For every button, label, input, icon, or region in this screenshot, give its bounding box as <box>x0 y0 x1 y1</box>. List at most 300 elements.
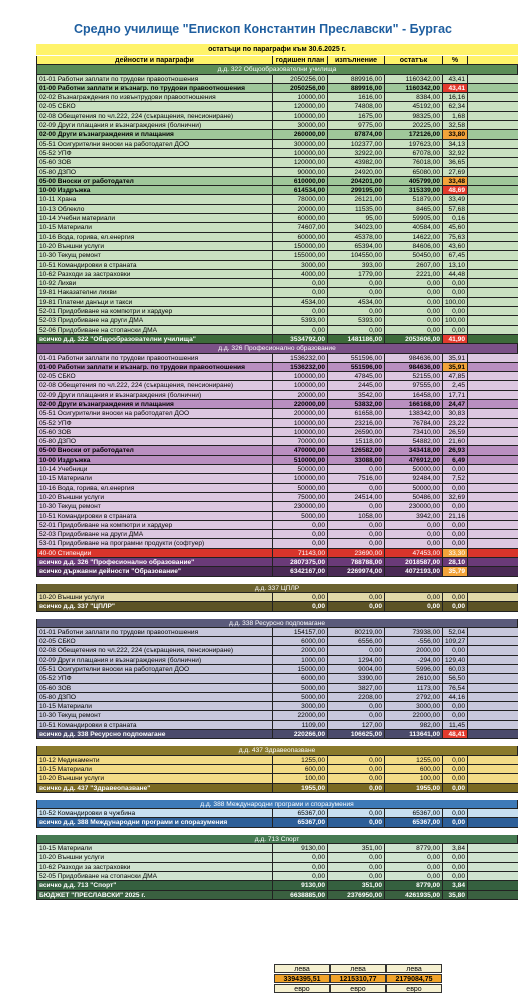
pct-value: 0,00 <box>442 593 468 601</box>
table-row <box>36 512 518 521</box>
rest-value: 982,00 <box>384 721 442 729</box>
plan-value: 90000,00 <box>272 168 327 176</box>
row-label: 10-14 Учебни материали <box>36 214 272 222</box>
exec-value: 1616,00 <box>327 93 384 101</box>
pct-value: 47,85 <box>442 372 468 380</box>
row-label: 01-01 Работни заплати по трудови правоотношения <box>36 354 272 362</box>
pct-value: 34,13 <box>442 140 468 148</box>
pct-value: 2,45 <box>442 381 468 389</box>
plan-value: 100000,00 <box>272 428 327 436</box>
section-title: д.д. 326 Професионално образование <box>36 344 518 353</box>
plan-value: 22000,00 <box>272 711 327 719</box>
rest-value: 0,00 <box>384 279 442 287</box>
exec-value: 74808,00 <box>327 102 384 110</box>
rest-value: 50486,00 <box>384 493 442 501</box>
table-row <box>36 674 518 683</box>
table-row <box>36 363 518 372</box>
table-row <box>36 702 518 711</box>
exec-value: 0,00 <box>327 702 384 710</box>
table-row <box>36 474 518 483</box>
rest-value: 92484,00 <box>384 474 442 482</box>
table-row <box>36 75 518 84</box>
pct-value: 67,45 <box>442 251 468 259</box>
table-row <box>36 844 518 853</box>
rest-value: 2610,00 <box>384 674 442 682</box>
exec-value: 126582,00 <box>327 446 384 454</box>
plan-value: 120000,00 <box>272 158 327 166</box>
rest-value: 2018587,00 <box>384 558 442 566</box>
pct-value: 0,00 <box>442 818 468 826</box>
rest-value: 0,00 <box>384 872 442 880</box>
pct-value: 0,00 <box>442 646 468 654</box>
row-label: 52-06 Придобиване на стопански ДМА <box>36 326 272 334</box>
row-label: 02-05 СБКО <box>36 102 272 110</box>
rest-value: 1955,00 <box>384 784 442 792</box>
rest-value: 0,00 <box>384 316 442 324</box>
exec-value: 0,00 <box>327 593 384 601</box>
footer-value: 1215310,77 <box>330 974 386 983</box>
plan-value: 6000,00 <box>272 637 327 645</box>
pct-value: 35,80 <box>442 891 468 899</box>
rest-value: 54882,00 <box>384 437 442 445</box>
rest-value: 76018,00 <box>384 158 442 166</box>
pct-value: 35,79 <box>442 567 468 575</box>
table-row <box>36 354 518 363</box>
pct-value: 13,10 <box>442 261 468 269</box>
plan-value: 0,00 <box>272 326 327 334</box>
plan-value: 260000,00 <box>272 130 327 138</box>
exec-value: 23216,00 <box>327 419 384 427</box>
header-pct: % <box>442 56 468 64</box>
exec-value: 24514,00 <box>327 493 384 501</box>
pct-value: 0,00 <box>442 484 468 492</box>
table-row <box>36 567 518 576</box>
rest-value: 113641,00 <box>384 730 442 738</box>
table-row <box>36 530 518 539</box>
exec-value: 9775,00 <box>327 121 384 129</box>
pct-value: 0,00 <box>442 711 468 719</box>
exec-value: 7516,00 <box>327 474 384 482</box>
exec-value: 0,00 <box>327 774 384 782</box>
row-label: 10-16 Вода, горива, ел.енергия <box>36 233 272 241</box>
table-row <box>36 335 518 344</box>
exec-value: 0,00 <box>327 465 384 473</box>
pct-value: 33,30 <box>442 549 468 557</box>
pct-value: 43,60 <box>442 242 468 250</box>
plan-value: 1536232,00 <box>272 354 327 362</box>
plan-value: 220000,00 <box>272 400 327 408</box>
row-label: 02-05 СБКО <box>36 372 272 380</box>
exec-value: 47845,00 <box>327 372 384 380</box>
rest-value: 405799,00 <box>384 177 442 185</box>
pct-value: 0,00 <box>442 502 468 510</box>
row-label: 10-15 Материали <box>36 702 272 710</box>
row-label: 10-12 Медикаменти <box>36 756 272 764</box>
table-row <box>36 419 518 428</box>
plan-value: 1109,00 <box>272 721 327 729</box>
rest-value: 8465,00 <box>384 205 442 213</box>
plan-value: 1955,00 <box>272 784 327 792</box>
rest-value: 73410,00 <box>384 428 442 436</box>
row-label: 19-81 Наказателни лихви <box>36 288 272 296</box>
table-row <box>36 593 518 602</box>
rest-value: 50000,00 <box>384 465 442 473</box>
rest-value: 315339,00 <box>384 186 442 194</box>
pct-value: 45,60 <box>442 223 468 231</box>
exec-value: 33088,00 <box>327 456 384 464</box>
exec-value: 551596,00 <box>327 363 384 371</box>
footer-label: лева <box>330 964 386 973</box>
plan-value: 0,00 <box>272 279 327 287</box>
plan-value: 6000,00 <box>272 674 327 682</box>
footer-currency-top <box>274 964 444 973</box>
table-row <box>36 428 518 437</box>
rest-value: 0,00 <box>384 593 442 601</box>
pct-value: 24,47 <box>442 400 468 408</box>
footer-values <box>274 974 444 983</box>
row-label: 01-00 Работни заплати и възнагр. по трудови правоотношения <box>36 363 272 371</box>
plan-value: 5000,00 <box>272 684 327 692</box>
rest-value: 0,00 <box>384 298 442 306</box>
table-row <box>36 539 518 548</box>
pct-value: 36,65 <box>442 158 468 166</box>
rest-value: 65080,00 <box>384 168 442 176</box>
row-label: 10-13 Облекло <box>36 205 272 213</box>
rest-value: 97555,00 <box>384 381 442 389</box>
plan-value: 71143,00 <box>272 549 327 557</box>
table-row <box>36 863 518 872</box>
table-row <box>36 140 518 149</box>
pct-value: 44,48 <box>442 270 468 278</box>
row-label: 05-80 ДЗПО <box>36 437 272 445</box>
table-row <box>36 456 518 465</box>
footer-label: евро <box>274 984 330 993</box>
plan-value: 2000,00 <box>272 646 327 654</box>
plan-value: 9130,00 <box>272 881 327 889</box>
pct-value: 129,40 <box>442 656 468 664</box>
table-row <box>36 251 518 260</box>
rest-value: 476912,00 <box>384 456 442 464</box>
exec-value: 34023,00 <box>327 223 384 231</box>
exec-value: 0,00 <box>327 326 384 334</box>
pct-value: 76,54 <box>442 684 468 692</box>
rest-value: 76784,00 <box>384 419 442 427</box>
row-label: 02-05 СБКО <box>36 637 272 645</box>
table-row <box>36 242 518 251</box>
section-spacer <box>36 739 518 746</box>
rest-value: 0,00 <box>384 863 442 871</box>
pct-value: 33,48 <box>442 177 468 185</box>
plan-value: 5393,00 <box>272 316 327 324</box>
table-row <box>36 774 518 783</box>
header-activity: дейности и параграфи <box>36 56 272 64</box>
rest-value: 100,00 <box>384 774 442 782</box>
plan-value: 75000,00 <box>272 493 327 501</box>
rest-value: 3942,00 <box>384 512 442 520</box>
table-row <box>36 465 518 474</box>
footer-label: лева <box>386 964 442 973</box>
exec-value: 889916,00 <box>327 84 384 92</box>
row-label: 05-00 Вноски от работодател <box>36 446 272 454</box>
exec-value: 11535,00 <box>327 205 384 213</box>
exec-value: 104550,00 <box>327 251 384 259</box>
exec-value: 3827,00 <box>327 684 384 692</box>
rest-value: 40584,00 <box>384 223 442 231</box>
plan-value: 220266,00 <box>272 730 327 738</box>
rest-value: 2607,00 <box>384 261 442 269</box>
pct-value: 35,91 <box>442 354 468 362</box>
rest-value: 172126,00 <box>384 130 442 138</box>
row-label: 02-00 Други възнаграждения и плащания <box>36 400 272 408</box>
table-row <box>36 872 518 881</box>
pct-value: 100,00 <box>442 316 468 324</box>
table-row <box>36 637 518 646</box>
rest-value: 14622,00 <box>384 233 442 241</box>
row-label: 02-09 Други плащания и възнаграждения (болнични) <box>36 391 272 399</box>
exec-value: 4534,00 <box>327 298 384 306</box>
pct-value: 30,83 <box>442 409 468 417</box>
section-title: д.д. 388 Международни програми и споразумения <box>36 800 518 809</box>
rest-value: 16458,00 <box>384 391 442 399</box>
exec-value: 2376950,00 <box>327 891 384 899</box>
pct-value: 28,10 <box>442 558 468 566</box>
section-spacer <box>36 612 518 619</box>
pct-value: 62,34 <box>442 102 468 110</box>
section-title: д.д. 437 Здравеопазване <box>36 746 518 755</box>
pct-value: 23,22 <box>442 419 468 427</box>
plan-value: 70000,00 <box>272 437 327 445</box>
table-row <box>36 502 518 511</box>
row-label: всичко д.д. 338 Ресурсно подпомагане <box>36 730 272 738</box>
exec-value: 1294,00 <box>327 656 384 664</box>
row-label: всичко държавни дейности "Образование" <box>36 567 272 575</box>
table-row <box>36 102 518 111</box>
rest-value: -556,00 <box>384 637 442 645</box>
exec-value: 351,00 <box>327 881 384 889</box>
plan-value: 100000,00 <box>272 149 327 157</box>
plan-value: 510000,00 <box>272 456 327 464</box>
table-row <box>36 891 518 900</box>
exec-value: 351,00 <box>327 844 384 852</box>
pct-value: 21,16 <box>442 512 468 520</box>
exec-value: 6556,00 <box>327 637 384 645</box>
plan-value: 100000,00 <box>272 419 327 427</box>
plan-value: 20000,00 <box>272 391 327 399</box>
exec-value: 0,00 <box>327 539 384 547</box>
table-row <box>36 484 518 493</box>
rest-value: 65367,00 <box>384 809 442 817</box>
row-label: всичко д.д. 437 "Здравеопазване" <box>36 784 272 792</box>
pct-value: 32,69 <box>442 493 468 501</box>
plan-value: 20000,00 <box>272 205 327 213</box>
table-row <box>36 818 518 827</box>
rest-value: 0,00 <box>384 602 442 610</box>
row-label: всичко д.д. 388 Международни програми и споразумения <box>36 818 272 826</box>
table-row <box>36 270 518 279</box>
exec-value: 2269974,00 <box>327 567 384 575</box>
table-row <box>36 186 518 195</box>
pct-value: 21,60 <box>442 437 468 445</box>
table-row <box>36 665 518 674</box>
plan-value: 65367,00 <box>272 809 327 817</box>
plan-value: 0,00 <box>272 853 327 861</box>
row-label: 52-01 Придобиване на компютри и хардуер <box>36 521 272 529</box>
exec-value: 0,00 <box>327 646 384 654</box>
exec-value: 299195,00 <box>327 186 384 194</box>
table-row <box>36 409 518 418</box>
rest-value: 0,00 <box>384 288 442 296</box>
table-row <box>36 84 518 93</box>
plan-value: 0,00 <box>272 602 327 610</box>
row-label: 02-08 Обещетения по чл.222, 224 (съкращения, пенсиониране) <box>36 112 272 120</box>
table-row <box>36 756 518 765</box>
plan-value: 100000,00 <box>272 372 327 380</box>
pct-value: 0,00 <box>442 288 468 296</box>
pct-value: 44,16 <box>442 693 468 701</box>
row-label: 02-09 Други плащания и възнаграждения (болнични) <box>36 656 272 664</box>
pct-value: 0,00 <box>442 326 468 334</box>
plan-value: 120000,00 <box>272 102 327 110</box>
plan-value: 5000,00 <box>272 693 327 701</box>
row-label: 01-01 Работни заплати по трудови правоотношения <box>36 628 272 636</box>
table-row <box>36 853 518 862</box>
table-row <box>36 298 518 307</box>
pct-value: 32,92 <box>442 149 468 157</box>
plan-value: 15000,00 <box>272 665 327 673</box>
row-label: 10-00 Издръжка <box>36 186 272 194</box>
pct-value: 11,45 <box>442 721 468 729</box>
row-label: 19-81 Платени данъци и такси <box>36 298 272 306</box>
pct-value: 43,41 <box>442 75 468 83</box>
exec-value: 0,00 <box>327 279 384 287</box>
row-label: всичко д.д. 713 "Спорт" <box>36 881 272 889</box>
row-label: 10-15 Материали <box>36 474 272 482</box>
table-row <box>36 721 518 730</box>
rest-value: 0,00 <box>384 530 442 538</box>
rest-value: 52155,00 <box>384 372 442 380</box>
pct-value: 109,27 <box>442 637 468 645</box>
table-row <box>36 93 518 102</box>
rest-value: 2792,00 <box>384 693 442 701</box>
exec-value: 65394,00 <box>327 242 384 250</box>
pct-value: 17,71 <box>442 391 468 399</box>
row-label: 10-11 Храна <box>36 195 272 203</box>
row-label: 10-15 Материали <box>36 223 272 231</box>
exec-value: 2208,00 <box>327 693 384 701</box>
pct-value: 0,00 <box>442 307 468 315</box>
rest-value: 59905,00 <box>384 214 442 222</box>
plan-value: 3000,00 <box>272 702 327 710</box>
exec-value: 32922,00 <box>327 149 384 157</box>
exec-value: 80219,00 <box>327 628 384 636</box>
exec-value: 551596,00 <box>327 354 384 362</box>
row-label: 10-30 Текущ ремонт <box>36 251 272 259</box>
table-row <box>36 784 518 793</box>
exec-value: 1675,00 <box>327 112 384 120</box>
exec-value: 0,00 <box>327 602 384 610</box>
rest-value: 50450,00 <box>384 251 442 259</box>
plan-value: 614534,00 <box>272 186 327 194</box>
table-row <box>36 646 518 655</box>
rest-value: 22000,00 <box>384 711 442 719</box>
row-label: 05-52 УПФ <box>36 674 272 682</box>
pct-value: 3,84 <box>442 844 468 852</box>
plan-value: 9130,00 <box>272 844 327 852</box>
exec-value: 61658,00 <box>327 409 384 417</box>
exec-value: 2445,00 <box>327 381 384 389</box>
plan-value: 100000,00 <box>272 474 327 482</box>
rest-value: 0,00 <box>384 326 442 334</box>
rest-value: 73938,00 <box>384 628 442 636</box>
row-label: 05-51 Осигурителни вноски на работодател ДОО <box>36 665 272 673</box>
table-row <box>36 195 518 204</box>
exec-value: 0,00 <box>327 502 384 510</box>
table-row <box>36 158 518 167</box>
row-label: 05-51 Осигурителни вноски на работодател ДОО <box>36 409 272 417</box>
pct-value: 48,41 <box>442 730 468 738</box>
table-row <box>36 130 518 139</box>
table-row <box>36 549 518 558</box>
row-label: 02-02 Възнаграждения по извънтрудови правоотношения <box>36 93 272 101</box>
budget-table <box>36 56 518 900</box>
pct-value: 33,80 <box>442 130 468 138</box>
plan-value: 0,00 <box>272 288 327 296</box>
exec-value: 788788,00 <box>327 558 384 566</box>
row-label: всичко д.д. 322 "Общообразователни училища" <box>36 335 272 343</box>
exec-value: 204201,00 <box>327 177 384 185</box>
rest-value: 65367,00 <box>384 818 442 826</box>
pct-value: 0,00 <box>442 853 468 861</box>
pct-value: 52,04 <box>442 628 468 636</box>
row-label: 52-05 Придобиване на стопански ДМА <box>36 872 272 880</box>
row-label: 05-80 ДЗПО <box>36 168 272 176</box>
page-title: Средно училище "Епископ Константин Преславски" - Бургас <box>73 22 453 36</box>
exec-value: 26121,00 <box>327 195 384 203</box>
table-header <box>36 56 518 65</box>
row-label: всичко д.д. 326 "Професионално образование" <box>36 558 272 566</box>
rest-value: 0,00 <box>384 521 442 529</box>
plan-value: 78000,00 <box>272 195 327 203</box>
pct-value: 0,00 <box>442 809 468 817</box>
rest-value: 984636,00 <box>384 363 442 371</box>
rest-value: 343418,00 <box>384 446 442 454</box>
exec-value: 0,00 <box>327 872 384 880</box>
table-row <box>36 493 518 502</box>
plan-value: 470000,00 <box>272 446 327 454</box>
plan-value: 0,00 <box>272 872 327 880</box>
pct-value: 0,00 <box>442 602 468 610</box>
exec-value: 95,00 <box>327 214 384 222</box>
exec-value: 43982,00 <box>327 158 384 166</box>
row-label: 05-52 УПФ <box>36 149 272 157</box>
table-row <box>36 809 518 818</box>
exec-value: 5393,00 <box>327 316 384 324</box>
row-label: 02-08 Обещетения по чл.222, 224 (съкращения, пенсиониране) <box>36 646 272 654</box>
section-spacer <box>36 577 518 584</box>
rest-value: 0,00 <box>384 307 442 315</box>
row-label: 10-51 Командировки в страната <box>36 512 272 520</box>
footer-value: 2179084,75 <box>386 974 442 983</box>
table-row <box>36 214 518 223</box>
plan-value: 6638885,00 <box>272 891 327 899</box>
footer-label: евро <box>386 984 442 993</box>
rest-value: 8779,00 <box>384 844 442 852</box>
row-label: 10-00 Издръжка <box>36 456 272 464</box>
plan-value: 155000,00 <box>272 251 327 259</box>
exec-value: 889916,00 <box>327 75 384 83</box>
row-label: 05-00 Вноски от работодател <box>36 177 272 185</box>
table-row <box>36 233 518 242</box>
